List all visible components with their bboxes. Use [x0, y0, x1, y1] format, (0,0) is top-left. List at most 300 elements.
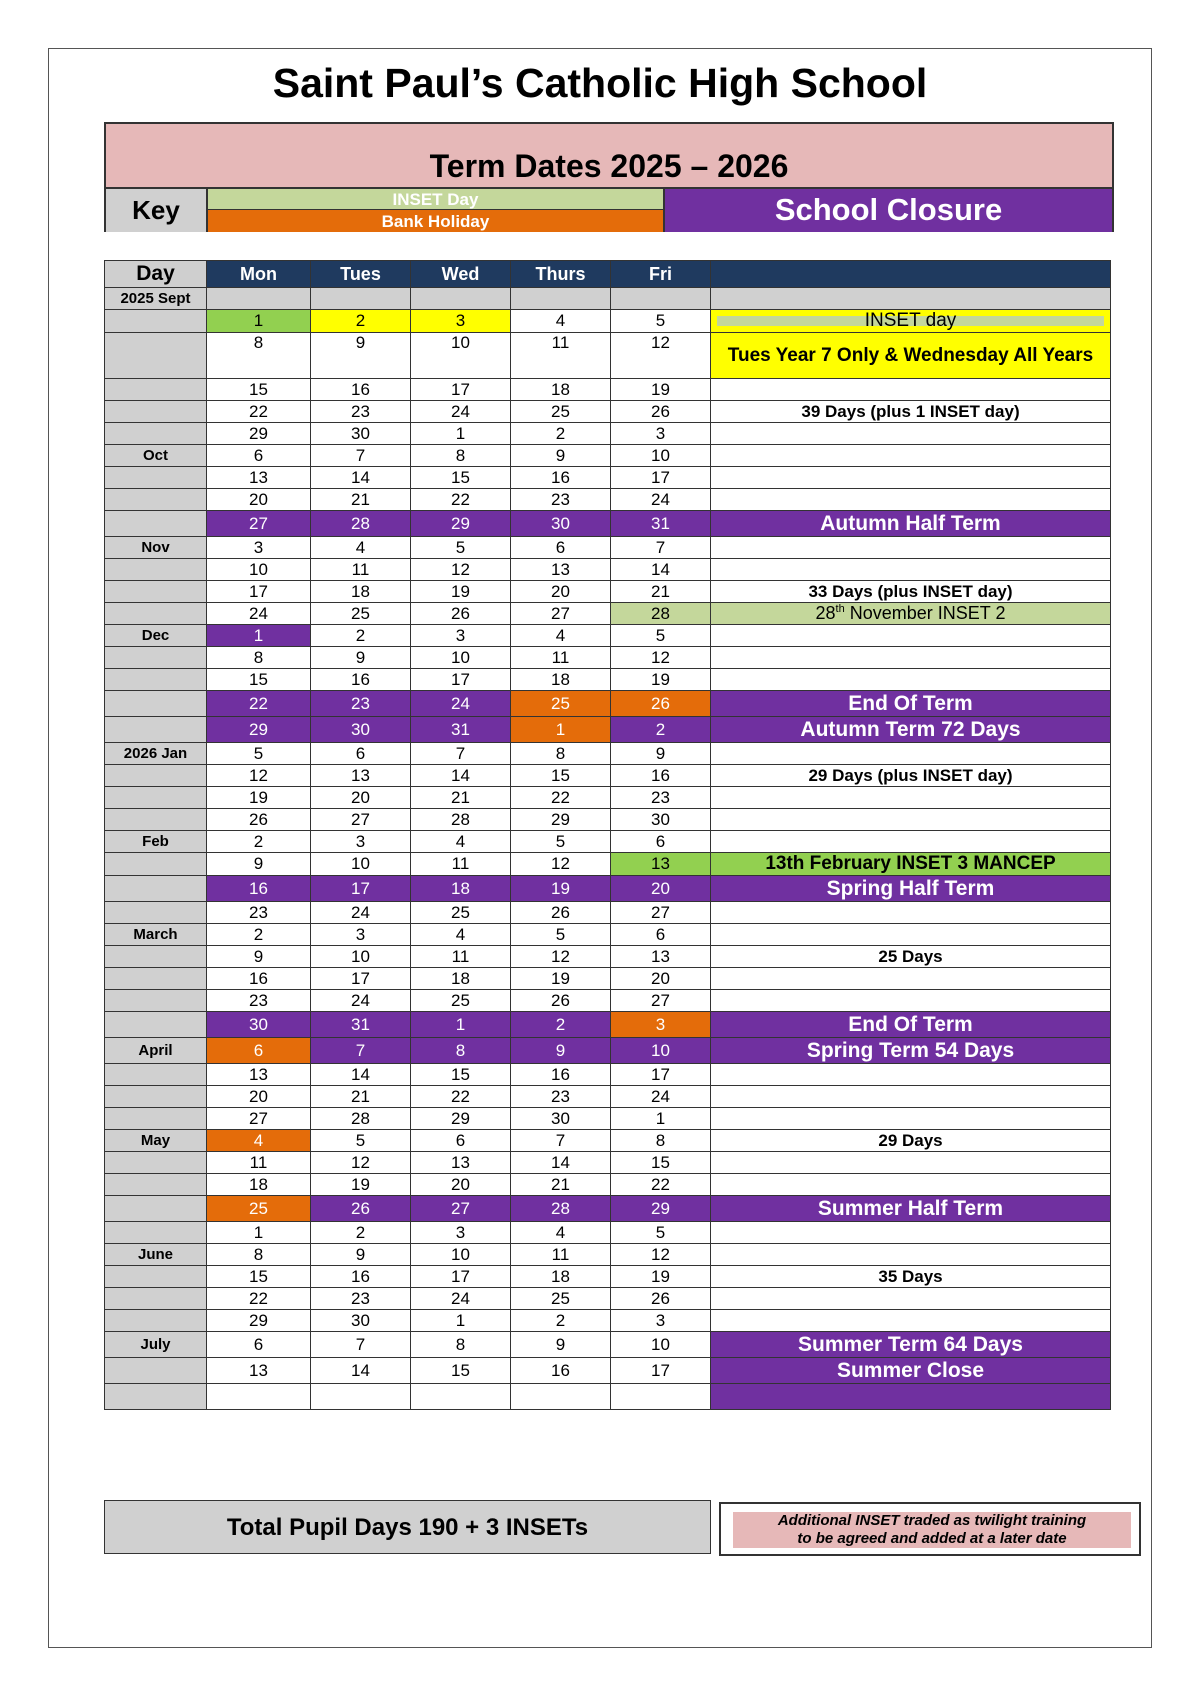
- month-label: [105, 902, 207, 924]
- week-row: [105, 1358, 1111, 1384]
- day-cell: 9: [511, 1038, 611, 1064]
- day-cell: 8: [411, 1332, 511, 1358]
- week-row: [105, 1012, 1111, 1038]
- footnote-text: Additional INSET traded as twilight training to be agreed and added at a later date: [733, 1512, 1131, 1548]
- term-note: 33 Days (plus INSET day): [711, 581, 1111, 603]
- week-row: [105, 423, 1111, 445]
- week-row: [105, 1130, 1111, 1152]
- day-cell: 6: [207, 1038, 311, 1064]
- day-cell: 17: [611, 1358, 711, 1384]
- term-note: Tues Year 7 Only & Wednesday All Years: [711, 333, 1111, 379]
- term-note: [711, 288, 1111, 310]
- term-note: [711, 445, 1111, 467]
- day-cell: 27: [511, 603, 611, 625]
- day-cell: 8: [411, 1038, 511, 1064]
- day-cell: 26: [611, 1288, 711, 1310]
- term-note: [711, 902, 1111, 924]
- term-note: [711, 743, 1111, 765]
- day-cell: 7: [311, 1038, 411, 1064]
- day-cell: 9: [511, 445, 611, 467]
- day-cell: 19: [511, 876, 611, 902]
- day-cell: 18: [311, 581, 411, 603]
- day-cell: [207, 288, 311, 310]
- day-cell: 17: [411, 379, 511, 401]
- day-cell: 3: [611, 1310, 711, 1332]
- day-cell: 11: [411, 946, 511, 968]
- month-label: Oct: [105, 445, 207, 467]
- day-cell: 24: [411, 1288, 511, 1310]
- month-label: [105, 1108, 207, 1130]
- day-cell: 23: [311, 1288, 411, 1310]
- day-cell: 4: [511, 1222, 611, 1244]
- day-cell: 25: [411, 990, 511, 1012]
- footnote-box: [719, 1502, 1141, 1556]
- term-note: 35 Days: [711, 1266, 1111, 1288]
- day-cell: 20: [511, 581, 611, 603]
- month-label: April: [105, 1038, 207, 1064]
- day-cell: 26: [311, 1196, 411, 1222]
- day-cell: 26: [207, 809, 311, 831]
- day-cell: 8: [611, 1130, 711, 1152]
- day-cell: 5: [411, 537, 511, 559]
- week-row: [105, 1108, 1111, 1130]
- term-note: [711, 831, 1111, 853]
- month-label: [105, 853, 207, 876]
- day-cell: 12: [511, 853, 611, 876]
- month-label: May: [105, 1130, 207, 1152]
- week-row: [105, 379, 1111, 401]
- term-note: [711, 1384, 1111, 1410]
- day-cell: 5: [611, 1222, 711, 1244]
- day-cell: 20: [207, 1086, 311, 1108]
- day-cell: 13: [611, 853, 711, 876]
- day-cell: 17: [411, 1266, 511, 1288]
- day-cell: 23: [207, 902, 311, 924]
- term-note: [711, 423, 1111, 445]
- month-label: [105, 467, 207, 489]
- day-cell: 16: [311, 379, 411, 401]
- term-note: [711, 669, 1111, 691]
- day-cell: [311, 1384, 411, 1410]
- day-cell: 5: [611, 310, 711, 333]
- day-cell: 27: [207, 511, 311, 537]
- term-note: [711, 1310, 1111, 1332]
- day-cell: 15: [611, 1152, 711, 1174]
- day-cell: 12: [207, 765, 311, 787]
- day-cell: 19: [611, 379, 711, 401]
- month-label: [105, 765, 207, 787]
- day-cell: 30: [311, 717, 411, 743]
- month-label: Dec: [105, 625, 207, 647]
- day-cell: 23: [611, 787, 711, 809]
- day-cell: 7: [311, 1332, 411, 1358]
- day-cell: [611, 1384, 711, 1410]
- week-row: [105, 647, 1111, 669]
- day-cell: 11: [311, 559, 411, 581]
- term-note: [711, 647, 1111, 669]
- term-note: [711, 787, 1111, 809]
- day-cell: 29: [411, 1108, 511, 1130]
- day-cell: 6: [311, 743, 411, 765]
- day-cell: 30: [311, 423, 411, 445]
- week-row: [105, 1384, 1111, 1410]
- day-cell: 4: [411, 924, 511, 946]
- week-row: [105, 876, 1111, 902]
- day-cell: 16: [511, 1064, 611, 1086]
- day-cell: 3: [411, 310, 511, 333]
- day-cell: 17: [611, 467, 711, 489]
- day-cell: 6: [511, 537, 611, 559]
- day-cell: 9: [207, 946, 311, 968]
- day-cell: 28: [611, 603, 711, 625]
- day-cell: 5: [511, 831, 611, 853]
- term-note: End Of Term: [711, 1012, 1111, 1038]
- month-label: [105, 990, 207, 1012]
- day-cell: 18: [411, 968, 511, 990]
- day-cell: 16: [611, 765, 711, 787]
- month-label: [105, 1288, 207, 1310]
- day-cell: 10: [611, 445, 711, 467]
- day-cell: 6: [411, 1130, 511, 1152]
- day-cell: 14: [611, 559, 711, 581]
- day-cell: 10: [611, 1038, 711, 1064]
- day-cell: 22: [411, 489, 511, 511]
- month-label: [105, 559, 207, 581]
- day-cell: 30: [311, 1310, 411, 1332]
- day-cell: 27: [611, 902, 711, 924]
- term-note: Autumn Term 72 Days: [711, 717, 1111, 743]
- week-row: [105, 968, 1111, 990]
- month-label: [105, 1152, 207, 1174]
- day-cell: 10: [411, 647, 511, 669]
- day-cell: 16: [207, 876, 311, 902]
- month-label: [105, 1196, 207, 1222]
- month-label: [105, 1064, 207, 1086]
- day-cell: 29: [207, 423, 311, 445]
- term-note: [711, 559, 1111, 581]
- day-cell: 3: [411, 625, 511, 647]
- month-label: [105, 968, 207, 990]
- day-cell: 15: [207, 379, 311, 401]
- day-cell: 27: [611, 990, 711, 1012]
- day-cell: 20: [611, 968, 711, 990]
- term-calendar-table: [104, 260, 1111, 1410]
- day-cell: 21: [311, 489, 411, 511]
- day-cell: 3: [611, 1012, 711, 1038]
- day-cell: 9: [311, 1244, 411, 1266]
- header-thurs: Thurs: [511, 261, 611, 288]
- day-cell: 8: [411, 445, 511, 467]
- day-cell: 18: [511, 1266, 611, 1288]
- week-row: [105, 717, 1111, 743]
- term-note: 29 Days: [711, 1130, 1111, 1152]
- day-cell: 18: [207, 1174, 311, 1196]
- day-cell: 10: [311, 946, 411, 968]
- day-cell: 5: [207, 743, 311, 765]
- day-cell: 21: [511, 1174, 611, 1196]
- day-cell: 23: [311, 401, 411, 423]
- day-cell: 4: [411, 831, 511, 853]
- day-cell: 1: [611, 1108, 711, 1130]
- header-row: [105, 261, 1111, 288]
- day-cell: 2: [611, 717, 711, 743]
- day-cell: 17: [611, 1064, 711, 1086]
- term-note: [711, 1064, 1111, 1086]
- term-note: [711, 1174, 1111, 1196]
- day-cell: 30: [511, 1108, 611, 1130]
- term-note: [711, 467, 1111, 489]
- week-row: [105, 489, 1111, 511]
- day-cell: 28: [311, 511, 411, 537]
- week-row: [105, 743, 1111, 765]
- day-cell: 23: [207, 990, 311, 1012]
- day-cell: 21: [411, 787, 511, 809]
- term-note: [711, 1244, 1111, 1266]
- day-cell: 26: [611, 691, 711, 717]
- day-cell: 14: [411, 765, 511, 787]
- day-cell: 8: [207, 333, 311, 379]
- day-cell: 29: [207, 717, 311, 743]
- month-label: [105, 489, 207, 511]
- day-cell: 31: [311, 1012, 411, 1038]
- day-cell: 2: [207, 924, 311, 946]
- term-note: [711, 990, 1111, 1012]
- week-row: [105, 1152, 1111, 1174]
- month-label: [105, 876, 207, 902]
- day-cell: 16: [311, 1266, 411, 1288]
- day-cell: 11: [511, 333, 611, 379]
- day-cell: 20: [311, 787, 411, 809]
- term-note: [711, 537, 1111, 559]
- week-row: [105, 625, 1111, 647]
- month-label: [105, 717, 207, 743]
- day-cell: 28: [511, 1196, 611, 1222]
- day-cell: 29: [411, 511, 511, 537]
- key-label: Key: [106, 187, 208, 232]
- day-cell: 7: [311, 445, 411, 467]
- day-cell: 28: [311, 1108, 411, 1130]
- week-row: [105, 853, 1111, 876]
- week-row: [105, 1222, 1111, 1244]
- day-cell: 12: [411, 559, 511, 581]
- week-row: [105, 1244, 1111, 1266]
- day-cell: 6: [611, 924, 711, 946]
- day-cell: 12: [311, 1152, 411, 1174]
- month-label: Feb: [105, 831, 207, 853]
- day-cell: 16: [511, 1358, 611, 1384]
- day-cell: 6: [611, 831, 711, 853]
- term-note: Summer Close: [711, 1358, 1111, 1384]
- day-cell: 1: [411, 423, 511, 445]
- term-note: INSET day: [711, 310, 1111, 333]
- week-row: [105, 1266, 1111, 1288]
- day-cell: 22: [411, 1086, 511, 1108]
- term-note: 28th November INSET 2: [711, 603, 1111, 625]
- week-row: [105, 333, 1111, 379]
- week-row: [105, 765, 1111, 787]
- week-row: [105, 511, 1111, 537]
- day-cell: 24: [611, 1086, 711, 1108]
- day-cell: 10: [611, 1332, 711, 1358]
- day-cell: 13: [207, 1358, 311, 1384]
- month-label: July: [105, 1332, 207, 1358]
- day-cell: 14: [311, 467, 411, 489]
- day-cell: 12: [611, 647, 711, 669]
- week-row: [105, 1174, 1111, 1196]
- day-cell: 1: [411, 1310, 511, 1332]
- week-row: [105, 537, 1111, 559]
- month-label: [105, 401, 207, 423]
- day-cell: 14: [311, 1064, 411, 1086]
- day-cell: 21: [311, 1086, 411, 1108]
- day-cell: 20: [411, 1174, 511, 1196]
- day-cell: 19: [311, 1174, 411, 1196]
- month-label: [105, 379, 207, 401]
- day-cell: 13: [207, 1064, 311, 1086]
- week-row: [105, 1310, 1111, 1332]
- week-row: [105, 691, 1111, 717]
- day-cell: 22: [511, 787, 611, 809]
- day-cell: [311, 288, 411, 310]
- term-note: [711, 625, 1111, 647]
- day-cell: 30: [611, 809, 711, 831]
- week-row: [105, 1288, 1111, 1310]
- month-label: [105, 787, 207, 809]
- day-cell: 18: [511, 379, 611, 401]
- day-cell: 19: [611, 669, 711, 691]
- day-cell: 17: [311, 876, 411, 902]
- day-cell: 30: [207, 1012, 311, 1038]
- day-cell: 1: [207, 310, 311, 333]
- day-cell: 4: [511, 625, 611, 647]
- week-row: [105, 669, 1111, 691]
- day-cell: 8: [207, 647, 311, 669]
- day-cell: 5: [611, 625, 711, 647]
- week-row: [105, 310, 1111, 333]
- day-cell: 9: [311, 647, 411, 669]
- month-label: [105, 1222, 207, 1244]
- day-cell: 26: [411, 603, 511, 625]
- day-cell: 9: [311, 333, 411, 379]
- day-cell: 22: [207, 1288, 311, 1310]
- day-cell: 2: [511, 1310, 611, 1332]
- month-label: Nov: [105, 537, 207, 559]
- day-cell: 20: [207, 489, 311, 511]
- day-cell: 24: [411, 401, 511, 423]
- week-row: [105, 581, 1111, 603]
- week-row: [105, 445, 1111, 467]
- day-cell: 4: [207, 1130, 311, 1152]
- day-cell: 19: [511, 968, 611, 990]
- day-cell: 26: [511, 902, 611, 924]
- day-cell: 2: [311, 1222, 411, 1244]
- day-cell: 4: [311, 537, 411, 559]
- day-cell: 27: [311, 809, 411, 831]
- day-cell: 7: [411, 743, 511, 765]
- day-cell: 21: [611, 581, 711, 603]
- day-cell: 13: [511, 559, 611, 581]
- day-cell: 29: [511, 809, 611, 831]
- day-cell: 11: [207, 1152, 311, 1174]
- day-cell: 1: [411, 1012, 511, 1038]
- day-cell: 12: [511, 946, 611, 968]
- day-cell: 7: [611, 537, 711, 559]
- term-note: [711, 968, 1111, 990]
- day-cell: 22: [611, 1174, 711, 1196]
- day-cell: 17: [311, 968, 411, 990]
- day-cell: 24: [207, 603, 311, 625]
- day-cell: 25: [511, 401, 611, 423]
- term-note: [711, 1222, 1111, 1244]
- day-cell: 29: [207, 1310, 311, 1332]
- day-cell: 2: [511, 423, 611, 445]
- day-cell: 20: [611, 876, 711, 902]
- day-cell: 17: [411, 669, 511, 691]
- term-note: Summer Term 64 Days: [711, 1332, 1111, 1358]
- day-cell: 17: [207, 581, 311, 603]
- day-cell: 9: [511, 1332, 611, 1358]
- day-cell: 12: [611, 333, 711, 379]
- month-label: [105, 946, 207, 968]
- day-cell: 18: [511, 669, 611, 691]
- week-row: [105, 467, 1111, 489]
- day-cell: 22: [207, 401, 311, 423]
- term-note: Spring Term 54 Days: [711, 1038, 1111, 1064]
- header-fri: Fri: [611, 261, 711, 288]
- day-cell: 9: [207, 853, 311, 876]
- week-row: [105, 1064, 1111, 1086]
- day-cell: 16: [511, 467, 611, 489]
- day-cell: 3: [311, 924, 411, 946]
- week-row: [105, 990, 1111, 1012]
- month-label: [105, 1384, 207, 1410]
- month-label: [105, 603, 207, 625]
- week-row: [105, 1332, 1111, 1358]
- header-notes: [711, 261, 1111, 288]
- term-note: [711, 809, 1111, 831]
- day-cell: 2: [207, 831, 311, 853]
- day-cell: 24: [611, 489, 711, 511]
- day-cell: 26: [511, 990, 611, 1012]
- day-cell: 6: [207, 445, 311, 467]
- day-cell: 15: [207, 1266, 311, 1288]
- term-note: 13th February INSET 3 MANCEP: [711, 853, 1111, 876]
- term-note: [711, 1288, 1111, 1310]
- term-note: [711, 924, 1111, 946]
- day-cell: 11: [511, 1244, 611, 1266]
- day-cell: 3: [611, 423, 711, 445]
- header-day: Day: [105, 261, 207, 288]
- day-cell: 19: [611, 1266, 711, 1288]
- day-cell: 26: [611, 401, 711, 423]
- week-row: [105, 288, 1111, 310]
- day-cell: 25: [411, 902, 511, 924]
- month-label: 2026 Jan: [105, 743, 207, 765]
- day-cell: 13: [311, 765, 411, 787]
- header-mon: Mon: [207, 261, 311, 288]
- day-cell: 23: [311, 691, 411, 717]
- day-cell: 9: [611, 743, 711, 765]
- day-cell: 19: [207, 787, 311, 809]
- school-title: Saint Paul’s Catholic High School: [272, 60, 928, 106]
- day-cell: 28: [411, 809, 511, 831]
- day-cell: 11: [511, 647, 611, 669]
- day-cell: [207, 1384, 311, 1410]
- day-cell: 15: [411, 1064, 511, 1086]
- day-cell: 23: [511, 489, 611, 511]
- day-cell: 18: [411, 876, 511, 902]
- month-label: June: [105, 1244, 207, 1266]
